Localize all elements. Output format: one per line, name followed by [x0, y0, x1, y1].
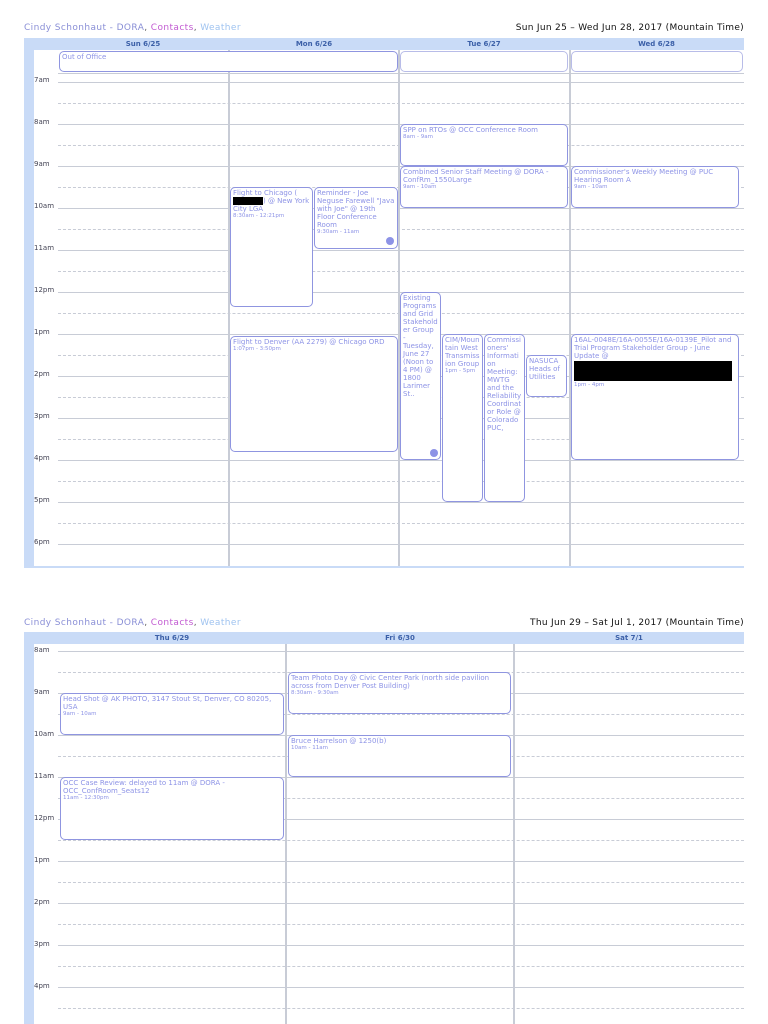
hour-label: 8am [34, 646, 50, 654]
week1-date-range: Sun Jun 25 – Wed Jun 28, 2017 (Mountain Time) [515, 23, 744, 33]
hour-label: 10am [34, 202, 55, 210]
hour-line [58, 82, 744, 83]
half-hour-line [58, 523, 744, 524]
hour-line [58, 861, 744, 862]
event-commissioners-weekly-meeting[interactable]: Commissioner's Weekly Meeting @ PUC Hearing Room A 9am - 10am [571, 166, 739, 208]
week1-time-gutter [24, 50, 34, 568]
day-divider [513, 644, 515, 1024]
hour-label: 3pm [34, 940, 50, 948]
hour-label: 3pm [34, 412, 50, 420]
hour-label: 11am [34, 772, 55, 780]
weather-calendar-name[interactable]: Weather [200, 618, 241, 628]
day-header-mon[interactable]: Mon 6/26 [295, 40, 333, 48]
owner-calendar-name[interactable]: Cindy Schonhaut - DORA [24, 23, 145, 33]
hour-label: 7am [34, 76, 50, 84]
week1-day-header [24, 38, 744, 50]
week1-title-bar [24, 23, 744, 37]
hour-label: 4pm [34, 982, 50, 990]
calendar-names: Cindy Schonhaut - DORA, Contacts, Weather [24, 23, 241, 33]
event-commissioners-information-meeting[interactable]: Commissioners' Information Meeting: MWTG and the Reliability Coordinator Role @ Colorado PUC, [484, 334, 525, 502]
hour-line [58, 903, 744, 904]
calendar-names: Cindy Schonhaut - DORA, Contacts, Weather [24, 618, 241, 628]
event-flight-to-chicago[interactable]: Flight to Chicago () @ New York City LGA 8:30am - 12:21pm [230, 187, 313, 307]
hour-label: 8am [34, 118, 50, 126]
half-hour-line [58, 966, 744, 967]
redacted-block [574, 361, 732, 381]
event-pilot-trial-program[interactable]: 16AL-0048E/16A-0055E/16A-0139E_Pilot and Trial Program Stakeholder Group - June Update @ 1pm - 4pm [571, 334, 739, 460]
hour-label: 1pm [34, 856, 50, 864]
event-nasuca[interactable]: NASUCA Heads of Utilities [526, 355, 567, 397]
event-occ-case-review[interactable]: OCC Case Review: delayed to 11am @ DORA - OCC_ConfRoom_Seats12 11am - 12:30pm [60, 777, 284, 840]
day-header-sat[interactable]: Sat 7/1 [615, 634, 643, 642]
half-hour-line [58, 882, 744, 883]
redacted-block [233, 197, 263, 205]
grid-bottom-border [24, 566, 744, 568]
hour-line [58, 544, 744, 545]
hour-line [58, 502, 744, 503]
half-hour-line [58, 103, 744, 104]
more-info-icon[interactable] [430, 449, 438, 457]
week2-title-bar [24, 618, 744, 632]
event-cim-mountain-west[interactable]: CIM/Mountain West Transmission Group 1pm - 5pm [442, 334, 483, 502]
day-divider [228, 50, 230, 568]
hour-label: 2pm [34, 370, 50, 378]
contacts-calendar-name[interactable]: Contacts [150, 23, 194, 33]
contacts-calendar-name[interactable]: Contacts [150, 618, 194, 628]
day-header-wed[interactable]: Wed 6/28 [638, 40, 675, 48]
event-existing-programs-grid[interactable]: Existing Programs and Grid Stakeholder Group - Tuesday, June 27 (Noon to 4 PM) @ 1800 Larimer St.. [400, 292, 441, 460]
hour-line [58, 250, 744, 251]
hour-line [58, 208, 744, 209]
hour-label: 1pm [34, 328, 50, 336]
hour-line [58, 945, 744, 946]
event-flight-to-denver[interactable]: Flight to Denver (AA 2279) @ Chicago ORD 1:07pm - 3:50pm [230, 336, 398, 452]
event-bruce-harrelson[interactable]: Bruce Harrelson @ 1250(b) 10am - 11am [288, 735, 511, 777]
allday-cell [571, 51, 743, 72]
allday-divider [58, 73, 744, 74]
day-header-fri[interactable]: Fri 6/30 [385, 634, 415, 642]
hour-line [58, 651, 744, 652]
hour-label: 9am [34, 688, 50, 696]
event-out-of-office[interactable]: Out of Office [59, 51, 398, 72]
week2-day-header [24, 632, 744, 644]
half-hour-line [58, 1008, 744, 1009]
weather-calendar-name[interactable]: Weather [200, 23, 241, 33]
half-hour-line [58, 840, 744, 841]
hour-label: 9am [34, 160, 50, 168]
event-team-photo-day[interactable]: Team Photo Day @ Civic Center Park (north side pavilion across from Denver Post Building) 8:30am - 9:30am [288, 672, 511, 714]
half-hour-line [58, 271, 744, 272]
hour-label: 10am [34, 730, 55, 738]
hour-label: 2pm [34, 898, 50, 906]
allday-cell [400, 51, 568, 72]
week2-date-range: Thu Jun 29 – Sat Jul 1, 2017 (Mountain Time) [530, 618, 744, 628]
day-header-thu[interactable]: Thu 6/29 [154, 634, 190, 642]
owner-calendar-name[interactable]: Cindy Schonhaut - DORA [24, 618, 145, 628]
week2-calendar-grid [24, 632, 744, 1024]
more-info-icon[interactable] [386, 237, 394, 245]
week1-calendar-grid [24, 38, 744, 568]
half-hour-line [58, 924, 744, 925]
day-divider [285, 644, 287, 1024]
day-divider [569, 50, 571, 568]
hour-label: 11am [34, 244, 55, 252]
hour-line [58, 460, 744, 461]
day-header-sun[interactable]: Sun 6/25 [125, 40, 161, 48]
week2-time-gutter [24, 644, 34, 1024]
hour-label: 5pm [34, 496, 50, 504]
day-header-tue[interactable]: Tue 6/27 [467, 40, 501, 48]
half-hour-line [58, 481, 744, 482]
event-reminder-joe-neguse[interactable]: Reminder - Joe Neguse Farewell "Java with Joe" @ 19th Floor Conference Room 9:30am - 11am [314, 187, 398, 249]
hour-line [58, 987, 744, 988]
hour-label: 12pm [34, 814, 55, 822]
half-hour-line [58, 229, 744, 230]
hour-label: 4pm [34, 454, 50, 462]
hour-label: 6pm [34, 538, 50, 546]
hour-label: 12pm [34, 286, 55, 294]
event-head-shot[interactable]: Head Shot @ AK PHOTO, 3147 Stout St, Denver, CO 80205, USA 9am - 10am [60, 693, 284, 735]
event-spp-on-rtos[interactable]: SPP on RTOs @ OCC Conference Room 8am - 9am [400, 124, 568, 166]
event-senior-staff-meeting[interactable]: Combined Senior Staff Meeting @ DORA - ConfRm_1550Large 9am - 10am [400, 166, 568, 208]
